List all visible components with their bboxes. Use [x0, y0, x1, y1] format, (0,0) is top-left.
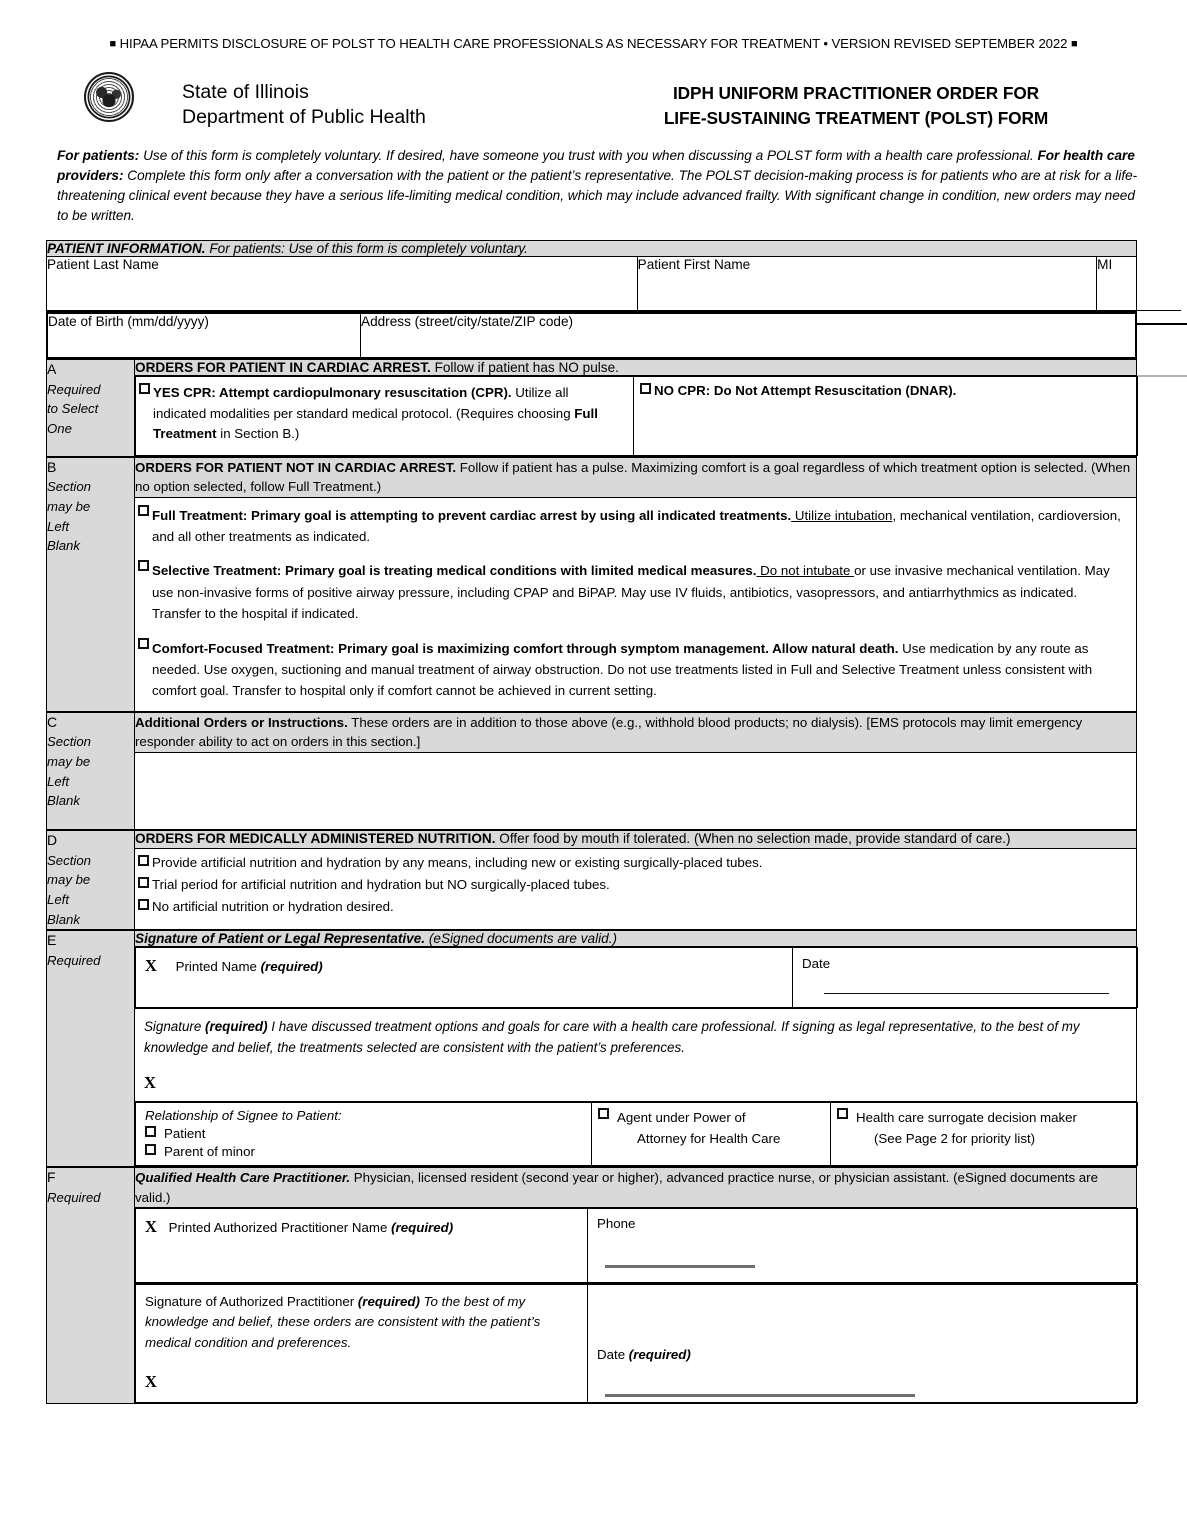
practitioner-signature-required: (required) [357, 1294, 420, 1310]
section-e-printed-name-cell [135, 947, 1137, 1009]
patient-first-name-field[interactable] [638, 257, 1097, 310]
section-a-options [135, 376, 1137, 457]
signature-x-mark: X [145, 956, 157, 976]
practitioner-date-rule [605, 1394, 915, 1397]
banner-marker-right: ■ [1070, 38, 1078, 50]
relationship-option-patient[interactable] [145, 1126, 583, 1141]
section-d-note-2: Left [47, 891, 69, 907]
patient-dob-address-row [47, 312, 1137, 359]
section-f-letter-cell [47, 1167, 135, 1403]
patient-printed-name-required: (required) [260, 959, 323, 975]
agency-line-2: Department of Public Health [182, 106, 426, 128]
practitioner-phone-label: Phone [597, 1216, 636, 1232]
option-full-bold: Full Treatment: Primary goal is attempting to prevent cardiac arrest by using all indicated treatments. [152, 507, 792, 523]
section-c-row [47, 712, 1137, 752]
patient-info-heading-italic: For patients: Use of this form is completely voluntary. [205, 241, 528, 256]
practitioner-date-field[interactable] [588, 1285, 1138, 1403]
section-d-option-none[interactable] [138, 899, 1128, 914]
intro-paragraph [57, 146, 1142, 226]
section-e-relationship-row [47, 1102, 1137, 1168]
section-b-letter-cell [47, 457, 135, 712]
section-e-printed-name-row [47, 947, 1137, 1009]
signature-x-mark: X [145, 1371, 157, 1391]
section-d-option-1-label: Trial period for artificial nutrition and hydration but NO surgically-placed tubes. [152, 876, 610, 892]
checkbox-icon[interactable] [138, 560, 149, 571]
checkbox-icon[interactable] [145, 1144, 156, 1155]
section-f-signature-cell [135, 1284, 1137, 1404]
patient-address-field[interactable] [361, 314, 1136, 358]
title-line-2: LIFE-SUSTAINING TREATMENT (POLST) FORM [663, 108, 1049, 128]
checkbox-icon[interactable] [138, 877, 149, 888]
yes-cpr-rest2: in Section B.) [216, 426, 300, 442]
patient-information-heading [47, 241, 1137, 257]
relationship-option-1-label: Parent of minor [164, 1144, 255, 1160]
checkbox-icon[interactable] [598, 1108, 609, 1119]
section-b-letter: B [47, 458, 57, 475]
option-full-rest: , mechanical ventilation, cardioversion, and all other treatments as indicated. [152, 507, 1121, 544]
checkbox-icon[interactable] [138, 899, 149, 910]
practitioner-printed-name-required: (required) [391, 1220, 454, 1236]
practitioner-signature-field[interactable] [136, 1285, 588, 1403]
section-b-note-2: Left [47, 518, 69, 534]
section-b-note-3: Blank [47, 538, 80, 554]
section-a-letter: A [47, 361, 57, 377]
practitioner-signature-text: To the best of my knowledge and belief, these orders are consistent with the patient’s medical condition and preferences. [145, 1294, 541, 1350]
option-full-underlined: Utilize intubation [791, 507, 893, 523]
no-cpr-bold: NO CPR: Do Not Attempt Resuscitation (DNAR). [654, 383, 957, 398]
practitioner-printed-name-field[interactable] [136, 1209, 588, 1283]
section-a-option-yes-cpr[interactable] [136, 377, 634, 456]
section-b-option-selective-treatment[interactable] [138, 560, 1124, 624]
intro-providers-label: For health care providers: [57, 148, 1135, 184]
section-a-letter-cell [47, 359, 135, 457]
hipaa-banner [0, 36, 1187, 51]
section-d-heading-rest: Offer food by mouth if tolerated. (When no selection made, provide standard of care.) [495, 831, 1011, 847]
section-d-letter: D [47, 832, 58, 849]
page-title [576, 81, 1136, 131]
signature-x-mark: X [145, 1217, 157, 1237]
patient-dob-field[interactable] [48, 314, 361, 358]
section-b-heading-bold: ORDERS FOR PATIENT NOT IN CARDIAC ARREST. [135, 459, 457, 475]
relationship-option-surrogate[interactable] [831, 1103, 1138, 1166]
section-c-letter: C [47, 713, 58, 730]
signature-x-mark: X [144, 1073, 156, 1093]
section-c-note-1: may be [47, 754, 91, 770]
section-b-note-1: may be [47, 498, 91, 514]
section-e-heading-bold: Signature of Patient or Legal Representative. [135, 931, 426, 947]
patient-date-label: Date [802, 956, 831, 972]
section-d-row [47, 830, 1137, 848]
document-header [56, 70, 1136, 132]
yes-cpr-bold: YES CPR: Attempt cardiopulmonary resuscitation (CPR). [153, 385, 512, 400]
yes-cpr-bold2: Full Treatment [153, 405, 598, 442]
intro-patients-label: For patients: [57, 148, 140, 163]
section-a-option-no-cpr[interactable] [634, 377, 1138, 456]
section-b-options [135, 497, 1137, 712]
patient-attestation-label: Signature [144, 1019, 206, 1035]
checkbox-icon[interactable] [138, 505, 149, 516]
option-comfort-rest: Use medication by any route as needed. Use oxygen, suctioning and manual treatment of airway obstruction. Do not use treatments listed in Full and Selective Treatment unless consistent with comfort goal. Transfer to hospital only if comfort cannot be achieved in current setting. [152, 640, 1093, 699]
patient-date-rule [824, 993, 1109, 994]
option-selective-underlined: Do not intubate [756, 563, 855, 579]
surrogate-option-line-2: (See Page 2 for priority list) [874, 1130, 1036, 1146]
section-d-options-row [47, 848, 1137, 930]
patient-signature-field[interactable] [135, 1009, 1137, 1102]
practitioner-phone-field[interactable] [588, 1209, 1138, 1283]
section-a-heading-rest: Follow if patient has NO pulse. [430, 360, 619, 375]
checkbox-icon[interactable] [145, 1126, 156, 1137]
patient-date-field[interactable] [793, 948, 1138, 1008]
banner-text: HIPAA PERMITS DISCLOSURE OF POLST TO HEALTH CARE PROFESSIONALS AS NECESSARY FOR TREATMENT • VERSION REVISED SEPTEMBER 2022 [119, 36, 1068, 51]
practitioner-date-label: Date [597, 1347, 629, 1363]
section-a-row [47, 359, 1137, 376]
section-e-heading [135, 930, 1137, 947]
practitioner-signature-label: Signature of Authorized Practitioner [145, 1294, 358, 1310]
checkbox-icon[interactable] [640, 383, 651, 394]
section-d-letter-cell [47, 830, 135, 930]
section-c-letter-cell [47, 712, 135, 830]
banner-marker-left: ■ [109, 38, 117, 50]
section-c-heading-rest: These orders are in addition to those above (e.g., withhold blood products; no dialysis). [EMS protocols may limit emergency responder ability to act on orders in this section.] [135, 714, 1083, 750]
section-e-letter-cell [47, 930, 135, 1167]
section-b-note-0: Section [47, 479, 91, 495]
option-comfort-bold: Comfort-Focused Treatment: Primary goal is maximizing comfort through symptom management. Allow natural death. [152, 640, 899, 656]
section-d-heading-bold: ORDERS FOR MEDICALLY ADMINISTERED NUTRITION. [135, 831, 496, 847]
section-b-heading-rest: Follow if patient has a pulse. Maximizing comfort is a goal regardless of which treatment option is selected. (When no option selected, follow Full Treatment.) [135, 459, 1131, 495]
option-selective-rest: or use invasive mechanical ventilation. May use non-invasive forms of positive airway pressure, including CPAP and BiPAP. May use IV fluids, antibiotics, vasopressors, and antiarrhythmics as indicated. Transfer to the hospital if indicated. [152, 563, 1110, 622]
section-e-letter: E [47, 932, 57, 949]
patient-attestation-text: I have discussed treatment options and goals for care with a health care professional. If signing as legal representative, to the best of my knowledge and belief, the treatments selected are consistent with the patient’s preferences. [144, 1019, 1080, 1055]
intro-providers-text: Complete this form only after a conversation with the patient or the patient’s representative. The POLST decision-making process is for patients who are at risk for a life-threatening clinical event because they have a serious life-limiting medical condition, which may include advanced frailty. With significant change in condition, new orders may need to be written. [57, 168, 1138, 224]
section-c-note-2: Left [47, 773, 69, 789]
polst-form-table [46, 240, 1137, 1404]
section-b-row [47, 457, 1137, 497]
patient-mi-label: MI [1097, 257, 1113, 272]
relationship-of-signee-group [136, 1103, 592, 1166]
section-a-heading [135, 359, 1137, 376]
agent-option-line-1: Agent under Power of [617, 1110, 746, 1126]
section-e-row [47, 930, 1137, 947]
agency-line-1: State of Illinois [182, 81, 309, 103]
section-a-heading-bold: ORDERS FOR PATIENT IN CARDIAC ARREST. [135, 360, 431, 375]
section-d-note-3: Blank [47, 911, 80, 927]
section-f-heading [135, 1167, 1137, 1207]
additional-orders-input[interactable] [135, 752, 1137, 830]
section-b-option-full-treatment[interactable] [138, 505, 1124, 548]
section-a-note-2: One [47, 420, 72, 436]
section-e-attestation-row [47, 1009, 1137, 1102]
section-f-heading-rest: Physician, licensed resident (second year or higher), advanced practice nurse, or physician assistant. (eSigned documents are valid.) [135, 1170, 1099, 1205]
section-c-note-0: Section [47, 734, 91, 750]
section-d-options [135, 848, 1137, 930]
section-b-option-comfort-treatment[interactable] [138, 638, 1124, 702]
practitioner-phone-rule [605, 1265, 755, 1268]
stray-rule-upper [1136, 323, 1187, 325]
section-e-note-0: Required [47, 952, 101, 968]
section-f-row [47, 1167, 1137, 1207]
section-c-input-row [47, 752, 1137, 830]
section-f-note-0: Required [47, 1189, 101, 1205]
section-a-note-1: to Select [47, 401, 99, 417]
section-d-heading [135, 830, 1137, 848]
intro-patients-text: Use of this form is completely voluntary. If desired, have someone you trust with you when discussing a POLST form with a health care professional. [139, 148, 1038, 163]
patient-information-heading-row [47, 241, 1137, 257]
patient-last-name-field[interactable] [47, 257, 637, 311]
yes-cpr-rest: Utilize all indicated modalities per standard medical protocol. (Requires choosing [153, 385, 575, 421]
section-f-printed-name-row [47, 1208, 1137, 1284]
relationship-option-parent-of-minor[interactable] [145, 1144, 583, 1159]
section-c-note-3: Blank [47, 793, 80, 809]
agency-name [182, 80, 426, 130]
section-e-relationship-cell [135, 1102, 1137, 1168]
patient-printed-name-label: Printed Name [175, 959, 261, 975]
patient-mi-field[interactable] [1097, 257, 1181, 310]
patient-dob-label: Date of Birth (mm/dd/yyyy) [48, 314, 209, 329]
patient-first-name-label: Patient First Name [637, 257, 751, 272]
surrogate-option-line-1: Health care surrogate decision maker [856, 1110, 1077, 1126]
practitioner-printed-name-label: Printed Authorized Practitioner Name [168, 1220, 392, 1236]
relationship-option-agent-poa[interactable] [592, 1103, 831, 1166]
agent-option-line-2: Attorney for Health Care [637, 1130, 781, 1146]
relationship-label: Relationship of Signee to Patient: [145, 1108, 342, 1124]
section-d-option-2-label: No artificial nutrition or hydration desired. [152, 898, 394, 914]
patient-name-row [47, 257, 1137, 313]
patient-info-heading-bold: PATIENT INFORMATION. [47, 241, 206, 256]
section-c-heading-bold: Additional Orders or Instructions. [135, 714, 348, 730]
section-d-note-1: may be [47, 872, 91, 888]
section-b-options-row [47, 497, 1137, 712]
option-selective-bold: Selective Treatment: Primary goal is treating medical conditions with limited medical measures. [152, 563, 757, 579]
patient-address-label: Address (street/city/state/ZIP code) [361, 314, 574, 329]
stray-rule-lower [1136, 375, 1187, 377]
section-f-printed-name-cell [135, 1208, 1137, 1284]
section-d-note-0: Section [47, 852, 91, 868]
checkbox-icon[interactable] [139, 383, 150, 394]
section-e-heading-rest: (eSigned documents are valid.) [425, 931, 618, 947]
section-c-heading [135, 712, 1137, 752]
section-f-letter: F [47, 1169, 56, 1186]
patient-printed-name-field[interactable] [136, 948, 793, 1008]
illinois-state-seal-icon [84, 72, 134, 122]
section-a-options-row [47, 376, 1137, 457]
section-d-option-trial[interactable] [138, 877, 1128, 892]
practitioner-date-required: (required) [628, 1347, 691, 1363]
relationship-option-0-label: Patient [164, 1126, 206, 1142]
checkbox-icon[interactable] [138, 638, 149, 649]
patient-attestation-required: (required) [205, 1019, 268, 1035]
patient-last-name-label: Patient Last Name [47, 257, 159, 272]
section-d-option-0-label: Provide artificial nutrition and hydration by any means, including new or existing surgically-placed tubes. [152, 854, 763, 870]
section-f-heading-bold: Qualified Health Care Practitioner. [135, 1170, 351, 1186]
section-b-heading [135, 457, 1137, 497]
section-d-option-provide[interactable] [138, 855, 1128, 870]
checkbox-icon[interactable] [138, 855, 149, 866]
section-a-note-0: Required [47, 381, 101, 397]
checkbox-icon[interactable] [837, 1108, 848, 1119]
section-f-signature-row [47, 1284, 1137, 1404]
title-line-1: IDPH UNIFORM PRACTITIONER ORDER FOR [672, 83, 1040, 103]
